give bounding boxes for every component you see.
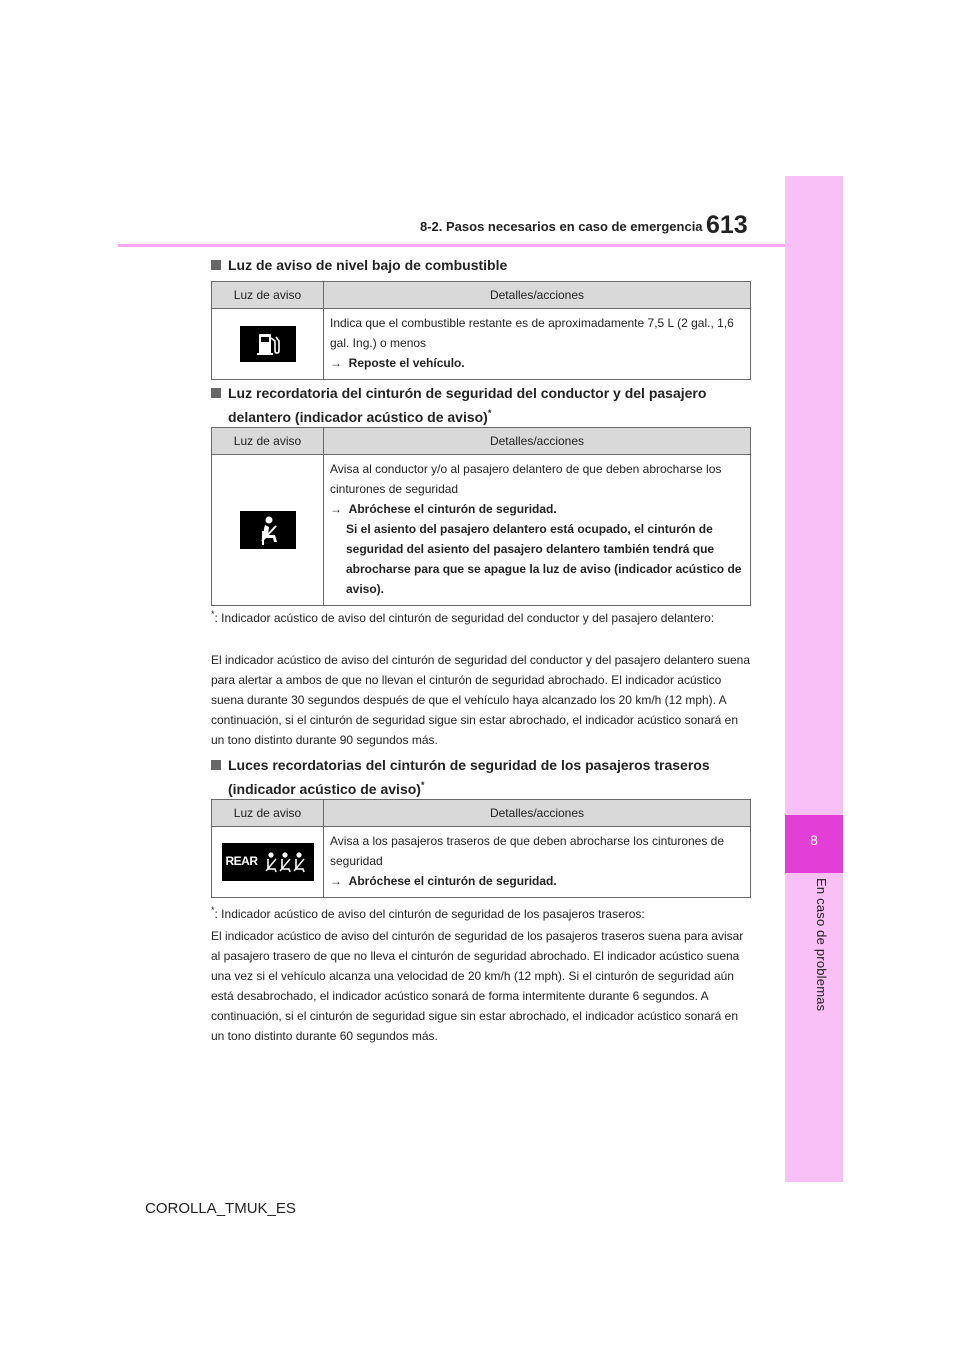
detail-cell <box>324 827 751 898</box>
bullet-square-icon <box>211 260 221 270</box>
bullet-square-icon <box>211 388 221 398</box>
bullet-square-icon <box>211 760 221 770</box>
rear-seatbelt-icon: REAR <box>222 843 314 881</box>
table-header-cell: Detalles/acciones <box>324 428 751 455</box>
icon-cell <box>212 309 324 380</box>
table-header-cell: Detalles/acciones <box>324 282 751 309</box>
footer-text: COROLLA_TMUK_ES <box>145 1200 296 1217</box>
chapter-sidebar <box>785 176 843 1182</box>
action-text: Abróchese el cinturón de seguridad. <box>348 502 557 516</box>
detail-text: Avisa al conductor y/o al pasajero delantero de que deben abrocharse los cinturones de seguridad <box>330 462 722 496</box>
arrow-icon: → <box>330 874 342 888</box>
section-title-rear-seatbelt: Luces recordatorias del cinturón de seguridad de los pasajeros traseros (indicador acústico de aviso)* <box>211 755 710 799</box>
icon-cell <box>212 827 324 898</box>
detail-text: Avisa a los pasajeros traseros de que deben abrocharse los cinturones de seguridad <box>330 834 725 868</box>
seatbelt-icon <box>240 511 296 549</box>
arrow-icon: → <box>330 356 342 370</box>
chapter-label: En caso de problemas <box>814 878 829 1012</box>
chapter-number: 8 <box>810 832 818 848</box>
header-rule <box>118 244 785 247</box>
action-text: Abróchese el cinturón de seguridad. <box>348 874 557 888</box>
detail-cell <box>324 455 751 606</box>
paragraph: El indicador acústico de aviso del cinturón de seguridad del conductor y del pasajero delantero suena para alertar a ambos de que no llevan el cinturón de seguridad abrochado. El indicador acústico suena durante 30 segundos después de que el vehículo haya alcanzado los 20 km/h (12 mph). A continuación, si el cinturón de seguridad sigue sin estar abrochado, el indicador acústico sonará en un tono distinto durante 90 segundos más. <box>211 653 751 747</box>
detail-cell <box>324 309 751 380</box>
detail-text: Indica que el combustible restante es de aproximadamente 7,5 L (2 gal., 1,6 gal. Ing.) o menos <box>330 316 734 350</box>
footnote: *: Indicador acústico de aviso del cinturón de seguridad del conductor y del pasajero delantero: <box>211 609 715 625</box>
table-header-cell: Luz de aviso <box>212 282 324 309</box>
page-number: 613 <box>706 211 748 239</box>
section-header: 8-2. Pasos necesarios en caso de emergencia <box>420 219 703 234</box>
fuel-warning-table <box>211 281 751 380</box>
fuel-pump-icon <box>240 326 296 362</box>
footnote: *: Indicador acústico de aviso del cinturón de seguridad de los pasajeros traseros: <box>211 905 645 921</box>
icon-cell <box>212 455 324 606</box>
arrow-icon: → <box>330 502 342 516</box>
section-title-seatbelt: Luz recordatoria del cinturón de seguridad del conductor y del pasajero delantero (indicador acústico de aviso)* <box>211 383 706 427</box>
rear-seatbelt-warning-table <box>211 799 751 898</box>
section-title-fuel: Luz de aviso de nivel bajo de combustible <box>211 255 507 275</box>
seatbelt-warning-table <box>211 427 751 606</box>
table-header-cell: Detalles/acciones <box>324 800 751 827</box>
action-text: Reposte el vehículo. <box>348 356 465 370</box>
table-header-cell: Luz de aviso <box>212 428 324 455</box>
table-header-cell: Luz de aviso <box>212 800 324 827</box>
paragraph: El indicador acústico de aviso del cinturón de seguridad de los pasajeros traseros suena para avisar al pasajero trasero de que no lleva el cinturón de seguridad abrochado. El indicador acústico suena una vez si el vehículo alcanza una velocidad de 20 km/h (12 mph). Si el cinturón de seguridad aún está desabrochado, el indicador acústico sonará de forma intermitente durante 6 segundos. A continuación, si el cinturón de seguridad sigue sin estar abrochado, el indicador acústico sonará en un tono distinto durante 60 segundos más. <box>211 929 744 1043</box>
action-extra-text: Si el asiento del pasajero delantero está ocupado, el cinturón de seguridad del asiento del pasajero delantero también tendrá que abrocharse para que se apague la luz de aviso (indicador acústico de aviso). <box>346 522 742 596</box>
